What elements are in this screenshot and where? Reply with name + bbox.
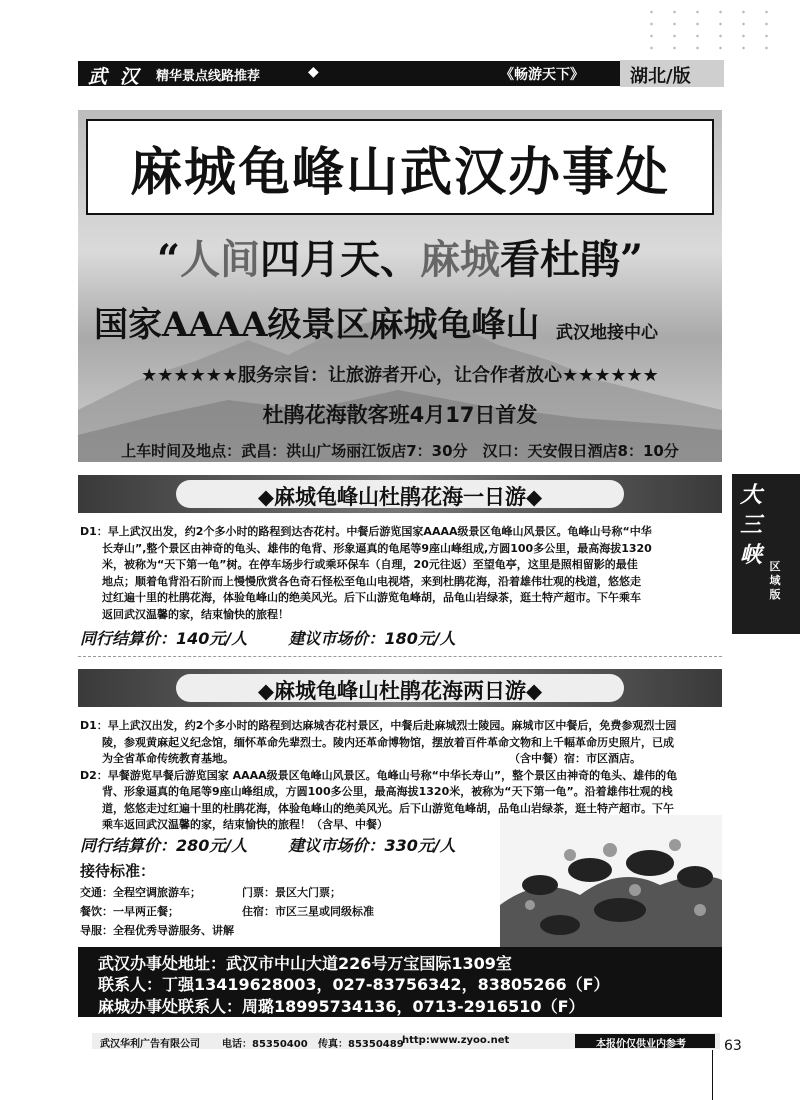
launch-line: 杜鹃花海散客班4月17日首发 — [262, 403, 538, 427]
standard-lodging: 住宿：市区三星或同级标准 — [242, 905, 374, 918]
office-address: 武汉办事处地址：武汉市中山大道226号万宝国际1309室 — [98, 954, 512, 973]
decorative-dot-grid — [640, 6, 780, 54]
peer-price: 140元/人 — [176, 629, 248, 648]
itinerary-line: 陵，参观黄麻起义纪念馆，缅怀革命先辈烈士。陵内还革命博物馆，摆放着百件革命文物和上千幅革命历史照片，已成 — [80, 735, 674, 749]
itinerary-line: 米，被称为“天下第一龟”树。在停车场步行或乘环保车（自理，20元往返）至望龟亭，这里是照相留影的最佳 — [80, 558, 638, 571]
standard-transport: 交通：全程空调旅游车； — [80, 886, 201, 899]
footer-fax: 传真：85350489 — [318, 1039, 404, 1050]
itinerary-line: 道，悠悠走过红遍十里的杜鹃花海，体验龟峰山的绝美风光。后下山游览龟峰胡，品龟山岩绿茶，逛土特产超市。下午 — [80, 801, 674, 815]
service-motto: ★★★★★★服务宗旨：让旅游者开心，让合作者放心★★★★★★ — [141, 365, 659, 386]
footer-note: 本报价仅供业内参考 — [596, 1039, 686, 1050]
azalea-photo — [500, 815, 722, 950]
market-price-label: 建议市场价： — [288, 629, 385, 648]
slogan-part-d: 看杜鹃” — [500, 236, 644, 283]
peer-price-label: 同行结算价： — [80, 836, 177, 855]
header-magazine: 《畅游天下》 — [500, 67, 584, 83]
side-tab-title: 大三峡 — [739, 482, 762, 568]
route1-itinerary — [80, 524, 720, 623]
route1-title: ◆麻城龟峰山杜鹃花海一日游◆ — [257, 485, 543, 509]
itinerary-line: 地点；顺着龟背沿石阶而上慢慢欣赏各色奇石怪松至龟山电视塔，来到杜鹃花海，沿着雄伟壮观的栈道，悠悠走 — [80, 574, 641, 588]
route1-prices — [80, 626, 456, 649]
itinerary-line: 乘车返回武汉温馨的家，结束愉快的旅程！（含早、中餐） — [80, 818, 388, 831]
standard-meals: 餐饮：一早两正餐； — [80, 905, 179, 918]
scenic-grade: 国家AAAA级景区麻城龟峰山 — [94, 305, 540, 345]
itinerary-line: 返回武汉温馨的家，结束愉快的旅程！ — [80, 607, 289, 621]
route2-prices — [80, 833, 456, 856]
market-price: 180元/人 — [384, 629, 456, 648]
contact-person: 联系人：丁强13419628003，027-83756342，83805266（F） — [98, 975, 610, 994]
macheng-contact: 麻城办事处联系人：周璐18995734136，0713-2916510（F） — [98, 997, 585, 1016]
departure-label: 上车时间及地点： — [121, 442, 242, 460]
standard-tickets: 门票：景区大门票； — [242, 886, 341, 899]
slogan-part-b: 四月天、 — [260, 236, 420, 283]
standard-guide: 导服：全程优秀导游服务、讲解 — [80, 924, 234, 937]
departure-text: 武昌：洪山广场丽江饭店7：30分 汉口：天安假日酒店8：10分 — [241, 442, 679, 460]
header-subtitle: 精华景点线路推荐 — [156, 69, 261, 84]
poster-slogan — [78, 228, 722, 285]
page-number: 63 — [724, 1038, 742, 1054]
slogan-open-quote: “ — [156, 236, 180, 283]
footer-company: 武汉华利广告有限公司 — [100, 1039, 200, 1050]
itinerary-line: 过红遍十里的杜鹃花海，体验龟峰山的绝美风光。后下山游览龟峰胡，品龟山岩绿茶，逛土特产超市。下午乘车 — [80, 591, 641, 604]
itinerary-line: D2：早餐游览早餐后游览国家 AAAA级景区龟峰山风景区。龟峰山号称“中华长寿山”，整个景区由神奇的龟头、雄伟的龟 — [80, 768, 678, 782]
header-edition: 湖北/版 — [630, 66, 691, 87]
standards-heading: 接待标准： — [80, 862, 156, 880]
footer-phone: 电话：85350400 — [222, 1039, 308, 1050]
side-tab-subtitle: 区域版 — [769, 560, 781, 601]
section-divider — [78, 656, 722, 657]
slogan-part-c: 麻城 — [420, 236, 500, 283]
itinerary-line: 背、形象逼真的龟尾等9座山峰组成，方圆100多公里，最高海拔1320米，被称为“天下第一龟”。沿着雄伟壮观的栈 — [80, 785, 673, 798]
itinerary-line: D1：早上武汉出发，约2个多小时的路程到达麻城杏花村景区，中餐后赴麻城烈士陵园。麻城市区中餐后，免费参观烈士园 — [80, 719, 677, 732]
route2-title: ◆麻城龟峰山杜鹃花海两日游◆ — [257, 679, 543, 703]
peer-price: 280元/人 — [176, 836, 248, 855]
footer-vertical-rule — [712, 1050, 713, 1100]
itinerary-line: 长寿山”,整个景区由神奇的龟头、雄伟的龟背、形象逼真的龟尾等9座山峰组成,方圆100多公里，最高海拔1320 — [80, 541, 652, 555]
peer-price-label: 同行结算价： — [80, 629, 177, 648]
header-diamond-icon: ◆ — [308, 64, 319, 80]
slogan-part-a: 人间 — [180, 236, 260, 283]
reception-center: 武汉地接中心 — [556, 323, 658, 343]
itinerary-line: 为全省革命传统教育基地。 （含中餐）宿：市区酒店。 — [80, 752, 641, 765]
poster-title: 麻城龟峰山武汉办事处 — [129, 142, 670, 203]
departure-info — [78, 440, 722, 461]
market-price: 330元/人 — [384, 836, 456, 855]
market-price-label: 建议市场价： — [288, 836, 385, 855]
itinerary-line: D1：早上武汉出发，约2个多小时的路程到达杏花村。中餐后游览国家AAAA级景区龟峰山风景区。龟峰山号称“中华 — [80, 525, 652, 538]
footer-url: http:www.zyoo.net — [402, 1035, 510, 1046]
header-city: 武 汉 — [88, 66, 142, 88]
